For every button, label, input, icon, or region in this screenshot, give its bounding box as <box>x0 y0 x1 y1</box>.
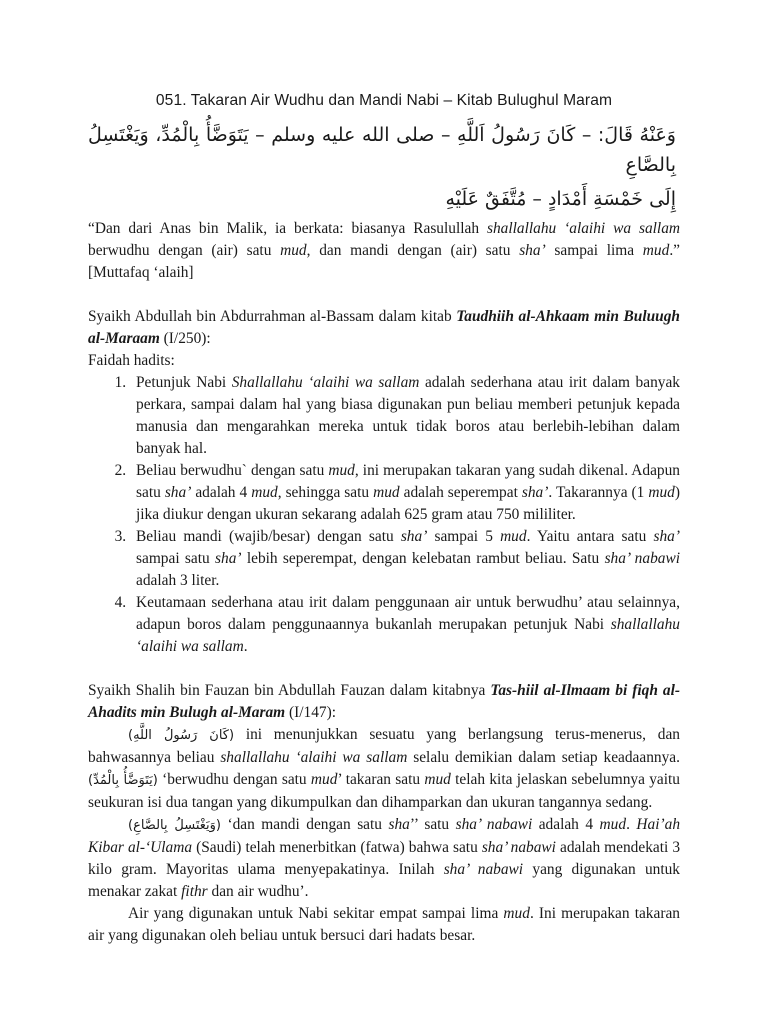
section2-intro: Syaikh Shalih bin Fauzan bin Abdullah Fauzan dalam kitabnya Tas-hiil al-Ilmaam bi fiqh al-Ahadits min Bulugh al-Maram (I/147): <box>88 682 680 721</box>
faidah-heading: Faidah hadits: <box>88 352 175 369</box>
spacer <box>88 658 680 680</box>
spacer <box>88 284 680 306</box>
document-title: 051. Takaran Air Wudhu dan Mandi Nabi – Kitab Bulughul Maram <box>155 92 613 109</box>
section2-paragraph-3: Air yang digunakan untuk Nabi sekitar empat sampai lima mud. Ini merupakan takaran air yang digunakan oleh beliau untuk bersuci dari hadats besar. <box>88 905 680 944</box>
book-title-tashiil: Tas-hiil al-Ilmaam bi fiqh al-Ahadits min Bulugh al-Maram <box>88 682 680 721</box>
arabic-hadith-line-2: إِلَى خَمْسَةِ أَمْدَادٍ – مُتَّفَقٌ عَلَيْهِ <box>445 188 676 210</box>
book-title-taudhiih: Taudhiih al-Ahkaam min Buluugh al-Maraam <box>88 308 680 347</box>
document-page <box>88 90 680 947</box>
list-item: 1. Petunjuk Nabi Shallallahu ‘alaihi wa sallam adalah sederhana atau irit dalam banyak perkara, sampai dalam hal yang biasa digunakan pun beliau memberi petunjuk kepada manusia dan mengarahkan mereka untuk tidak boros atau berlebih-lebihan dalam banyak hal. <box>130 372 680 460</box>
section2-paragraph-1: (كَانَ رَسُولُ اللَّهِ) ini menunjukkan sesuatu yang berlangsung terus-menerus, dan bahwasannya beliau shallallahu ‘alaihi wa sallam selalu demikian dalam setiap keadaannya. (يَتَوَضَّأُ بِالْمُدِّ) ‘berwudhu dengan satu mud’ takaran satu mud telah kita jelaskan sebelumnya yaitu seukuran isi dua tangan yang dikumpulkan dan dihamparkan dan ukuran tangannya sedang. <box>88 726 680 811</box>
hadith-translation: “Dan dari Anas bin Malik, ia berkata: biasanya Rasulullah shallallahu ‘alaihi wa sallam berwudhu dengan (air) satu mud, dan mandi dengan (air) satu sha’ sampai lima mud.” [Muttafaq ‘alaih] <box>88 220 680 281</box>
section1-intro: Syaikh Abdullah bin Abdurrahman al-Bassam dalam kitab Taudhiih al-Ahkaam min Buluugh al-Maraam (I/250): <box>88 308 680 347</box>
arabic-hadith-line-1: وَعَنْهُ قَالَ: – كَانَ رَسُولُ اَللَّهِ – صلى الله عليه وسلم – يَتَوَضَّأُ بِالْمُدِّ، وَيَغْتَسِلُ بِالصَّاعِ <box>88 124 676 176</box>
list-item: 4. Keutamaan sederhana atau irit dalam penggunaan air untuk berwudhu’ atau selainnya, adapun boros dalam penggunaannya bukanlah merupakan petunjuk Nabi shallallahu ‘alaihi wa sallam. <box>130 592 680 658</box>
section2-paragraph-2: (وَيَغْتَسِلُ بِالصَّاعِ) ‘dan mandi dengan satu sha’’ satu sha’ nabawi adalah 4 mud. Hai’ah Kibar al-‘Ulama (Saudi) telah menerbitkan (fatwa) bahwa satu sha’ nabawi adalah mendekati 3 kilo gram. Mayoritas ulama menyepakatinya. Inilah sha’ nabawi yang digunakan untuk menakar zakat fithr dan air wudhu’. <box>88 816 681 900</box>
list-item: 2. Beliau berwudhu` dengan satu mud, ini merupakan takaran yang sudah dikenal. Adapun satu sha’ adalah 4 mud, sehingga satu mud adalah seperempat sha’. Takarannya (1 mud) jika diukur dengan ukuran sekarang adalah 625 gram atau 750 mililiter. <box>130 460 680 526</box>
faidah-list <box>88 372 680 658</box>
list-item: 3. Beliau mandi (wajib/besar) dengan satu sha’ sampai 5 mud. Yaitu antara satu sha’ sampai satu sha’ lebih seperempat, dengan kelebatan rambut beliau. Satu sha’ nabawi adalah 3 liter. <box>130 526 680 592</box>
